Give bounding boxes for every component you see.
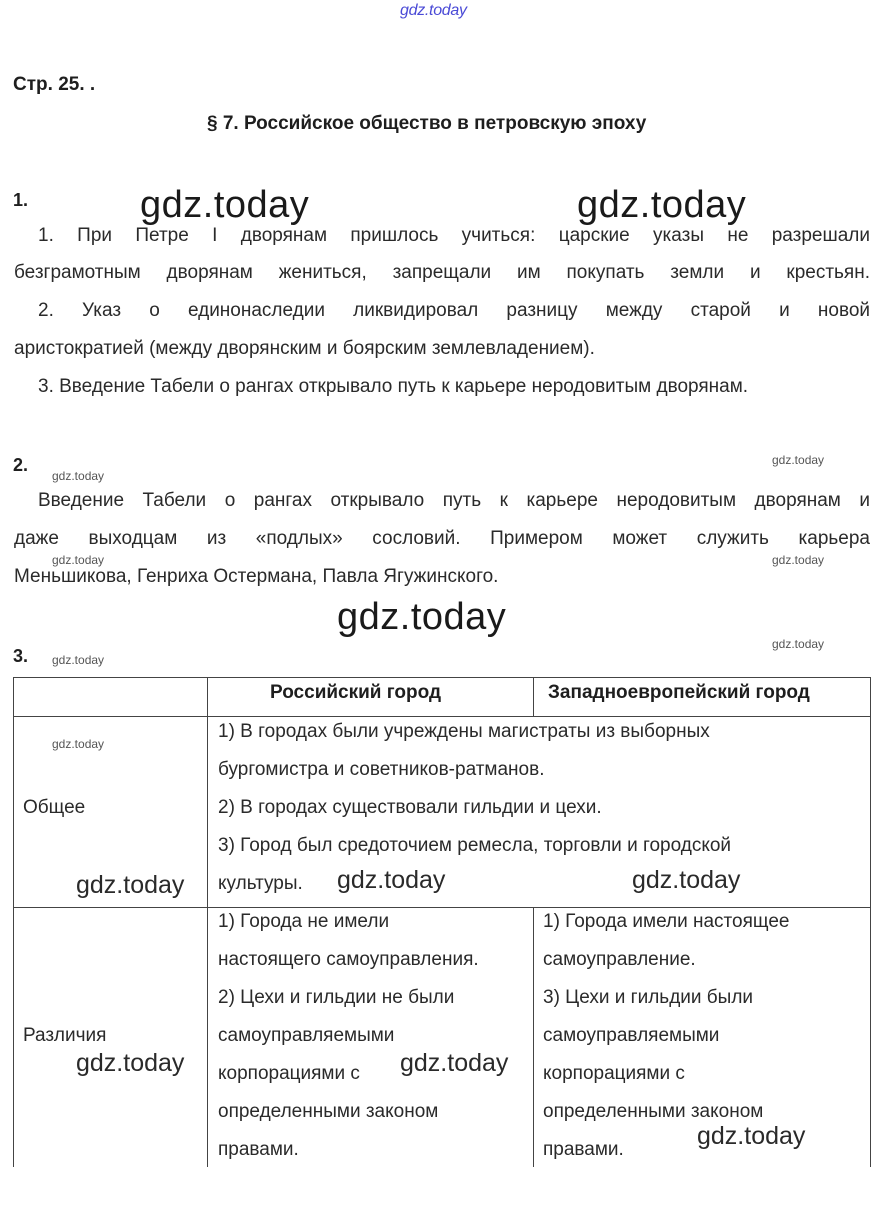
common-line-1: 1) В городах были учреждены магистраты из выборных — [218, 721, 710, 742]
table-row-divider — [13, 907, 871, 908]
task-1-line-3: 2. Указ о единонаследии ликвидировал разницу между старой и новой — [38, 300, 870, 321]
task-2-line-2: даже выходцам из «подлых» сословий. Примером может служить карьера — [14, 528, 870, 549]
watermark: gdz.today — [772, 553, 825, 567]
watermark: gdz.today — [697, 1122, 806, 1150]
task-3-number: 3. — [13, 646, 29, 666]
common-line-3: 2) В городах существовали гильдии и цехи. — [218, 797, 602, 818]
section-title: § 7. Российское общество в петровскую эпоху — [207, 113, 647, 134]
page-reference: Стр. 25. . — [13, 74, 96, 95]
common-line-4: 3) Город был средоточием ремесла, торговли и городской — [218, 835, 732, 856]
table-border-right — [870, 677, 871, 1167]
task-2-line-3: Меньшикова, Генриха Остермана, Павла Ягужинского. — [14, 566, 499, 587]
watermark: gdz.today — [76, 1049, 185, 1077]
watermark: gdz.today — [52, 653, 105, 667]
western-diff-line-4: самоуправляемыми — [543, 1025, 720, 1046]
task-2-number: 2. — [13, 455, 29, 475]
russian-diff-line-4: самоуправляемыми — [218, 1025, 395, 1046]
western-diff-line-1: 1) Города имели настоящее — [543, 911, 790, 932]
task-1-line-5: 3. Введение Табели о рангах открывало путь к карьере неродовитым дворянам. — [38, 376, 749, 397]
russian-diff-line-6: определенными законом — [218, 1101, 439, 1122]
table-header-russian: Российский город — [270, 682, 442, 703]
task-1-line-2: безграмотным дворянам жениться, запрещали им покупать земли и крестьян. — [14, 262, 870, 283]
western-diff-line-2: самоуправление. — [543, 949, 696, 970]
watermark: gdz.today — [337, 866, 446, 894]
table-column-divider-2-body — [533, 907, 534, 1167]
task-1-line-4: аристократией (между дворянским и боярским землевладением). — [14, 338, 595, 359]
table-row-label-common: Общее — [23, 797, 86, 818]
russian-diff-line-5: корпорациями с — [218, 1063, 360, 1084]
russian-diff-line-7: правами. — [218, 1139, 299, 1160]
russian-diff-line-1: 1) Города не имели — [218, 911, 390, 932]
western-diff-line-3: 3) Цехи и гильдии были — [543, 987, 754, 1008]
western-diff-line-7: правами. — [543, 1139, 624, 1160]
watermark: gdz.today — [400, 1049, 509, 1077]
table-header-divider — [13, 716, 871, 717]
watermark: gdz.today — [772, 637, 825, 651]
watermark: gdz.today — [52, 737, 105, 751]
table-header-western: Западноевропейский город — [548, 682, 810, 703]
watermark: gdz.today — [76, 871, 185, 899]
watermark: gdz.today — [140, 184, 310, 226]
watermark: gdz.today — [577, 184, 747, 226]
table-column-divider-1 — [207, 677, 208, 1167]
table-column-divider-2-header — [533, 677, 534, 717]
task-1-line-1-text: 1. При Петре I дворянам пришлось учиться: царские указы не разрешали — [38, 225, 870, 246]
task-2-line-1: Введение Табели о рангах открывало путь к карьере неродовитым дворянам и — [38, 490, 870, 511]
watermark: gdz.today — [337, 596, 507, 638]
table-border-top — [13, 677, 871, 678]
watermark: gdz.today — [632, 866, 741, 894]
top-watermark: gdz.today — [400, 2, 467, 19]
watermark: gdz.today — [772, 453, 825, 467]
russian-diff-line-2: настоящего самоуправления. — [218, 949, 479, 970]
western-diff-line-6: определенными законом — [543, 1101, 764, 1122]
common-line-2: бургомистра и советников-ратманов. — [218, 759, 545, 780]
russian-diff-line-3: 2) Цехи и гильдии не были — [218, 987, 455, 1008]
watermark: gdz.today — [52, 553, 105, 567]
western-diff-line-5: корпорациями с — [543, 1063, 685, 1084]
common-line-5: культуры. — [218, 873, 303, 894]
table-border-left — [13, 677, 14, 1167]
task-1-line-1 — [14, 225, 870, 247]
watermark: gdz.today — [52, 469, 105, 483]
task-1-number: 1. — [13, 190, 29, 210]
table-row-label-differences: Различия — [23, 1025, 107, 1046]
